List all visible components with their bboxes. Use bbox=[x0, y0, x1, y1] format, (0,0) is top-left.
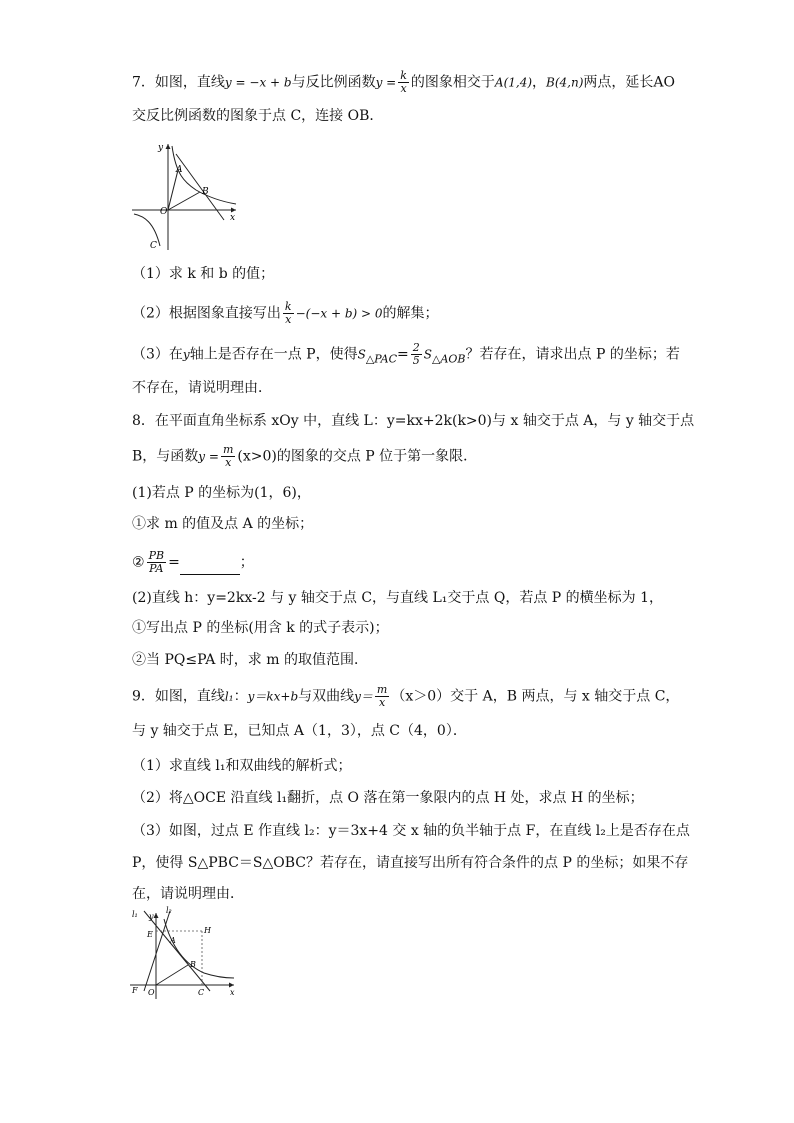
q7-area-aob: S bbox=[423, 347, 432, 362]
q7-sub2-expression: −(−x + b) > 0 bbox=[295, 306, 383, 321]
q9-label-e: E bbox=[147, 930, 153, 939]
q9-label-l2: l₂ bbox=[166, 906, 172, 915]
q7-area-pac: S bbox=[357, 347, 366, 362]
q7-point-b: B(4,n) bbox=[546, 75, 584, 90]
q9-label-o: O bbox=[148, 988, 155, 997]
q8-part1: (1)若点 P 的坐标为(1，6)， bbox=[132, 485, 311, 501]
q7-line1: 7．如图，直线y = −x + b与反比例函数y = $\frac{k}{x}$ 的图象相交于A(1,4)，B(4,n)两点，延长AO bbox=[132, 69, 675, 95]
q7-label-o: O bbox=[160, 207, 168, 217]
q9-label-x: x bbox=[230, 988, 235, 997]
q9-label-y: y bbox=[149, 912, 154, 921]
q9-line2: 与 y 轴交于点 E，已知点 A（1，3），点 C（4，0）． bbox=[132, 723, 467, 739]
q7-figure bbox=[132, 140, 240, 252]
q9-label-l1: l₁ bbox=[132, 910, 138, 919]
q7-text: 的图象相交于 bbox=[410, 74, 495, 91]
q9-sub1: （1）求直线 l₁和双曲线的解析式； bbox=[132, 758, 352, 774]
q7-line2: 交反比例函数的图象于点 C，连接 OB． bbox=[132, 108, 384, 124]
q7-sub2-text: （2）根据图象直接写出 bbox=[132, 305, 281, 322]
q8-part1-ii: ② $\frac{PB}{PA}$ = ； bbox=[132, 549, 254, 575]
q7-text: 与反比例函数 bbox=[291, 74, 376, 91]
q7-segment-ob bbox=[168, 192, 200, 210]
q7-point-a: A(1,4) bbox=[494, 75, 533, 90]
q9-sub2: （2）将△OCE 沿直线 l₁翻折，点 O 落在第一象限内的点 H 处，求点 H 的坐标； bbox=[132, 790, 644, 806]
q8-part2: (2)直线 h：y=2kx-2 与 y 轴交于点 C，与直线 L₁交于点 Q，若点 P 的横坐标为 1， bbox=[132, 590, 664, 606]
q7-text: 7．如图，直线 bbox=[132, 74, 225, 91]
q9-fraction: $\frac{m}{x}$ bbox=[376, 683, 388, 709]
q7-sub2-text: 的解集； bbox=[382, 305, 439, 322]
q9-line-l1 bbox=[144, 911, 210, 991]
q8-part2-ii: ②当 PQ≤PA 时，求 m 的取值范围． bbox=[132, 652, 368, 668]
q8-part1-i: ①求 m 的值及点 A 的坐标； bbox=[132, 516, 314, 532]
q9-label-h: H bbox=[204, 926, 211, 935]
q9-segment-ob bbox=[156, 965, 188, 985]
q8-line1: 8．在平面直角坐标系 xOy 中，直线 L：y=kx+2k(k>0)与 x 轴交于点 A，与 y 轴交于点 bbox=[132, 413, 695, 429]
q7-sub3-line2: 不存在，请说明理由． bbox=[132, 380, 272, 396]
q9-line-equation: y＝kx+b bbox=[247, 689, 299, 704]
q7-label-a: A bbox=[176, 165, 183, 175]
q7-segment-ao bbox=[168, 170, 178, 210]
q7-sub3-fraction: $\frac{2}{5}$ bbox=[412, 341, 420, 367]
q7-label-b: B bbox=[202, 187, 209, 197]
q7-sub3: （3）在y轴上是否存在一点 P，使得$S_{\triangle PAC}=$ $\frac{2}{5}$ $S_{\triangle AOB}$？若存在，请求出点 P 的坐标；若 bbox=[132, 341, 680, 367]
q8-answer-blank[interactable] bbox=[180, 560, 240, 575]
q9-line1: 9．如图，直线l₁：y＝kx+b与双曲线y＝ $\frac{m}{x}$ （x＞0）交于 A，B 两点，与 x 轴交于点 C， bbox=[132, 683, 680, 709]
q7-label-y: y bbox=[158, 143, 164, 153]
q9-sub3-line2: P，使得 S△PBC＝S△OBC？若存在，请直接写出所有符合条件的点 P 的坐标；如果不存 bbox=[132, 855, 689, 871]
q7-sub2-fraction: $\frac{k}{x}$ bbox=[284, 300, 292, 326]
q9-label-c: C bbox=[198, 988, 205, 997]
q7-fraction: $\frac{k}{x}$ bbox=[400, 69, 407, 95]
q8-fraction: $\frac{m}{x}$ bbox=[222, 443, 234, 469]
q7-text: 两点，延长AO bbox=[583, 74, 675, 91]
q9-figure bbox=[130, 905, 240, 1000]
q9-label-b: B bbox=[190, 960, 196, 969]
q7-eq-y: y = bbox=[375, 75, 397, 90]
q9-label-f: F bbox=[132, 986, 138, 995]
q7-label-x: x bbox=[230, 213, 236, 223]
q8-line2: B，与函数y = $\frac{m}{x}$ (x>0)的图象的交点 P 位于第一象限． bbox=[132, 443, 478, 469]
q8-part2-i: ①写出点 P 的坐标(用含 k 的式子表示)； bbox=[132, 620, 389, 636]
q7-sub2 bbox=[132, 301, 732, 326]
q7-sub1: （1）求 k 和 b 的值； bbox=[132, 266, 275, 282]
q7-line-equation: y = −x + b bbox=[224, 75, 292, 90]
q9-sub3-line1: （3）如图，过点 E 作直线 l₂：y＝3x+4 交 x 轴的负半轴于点 F，在直线 l₂上是否存在点 bbox=[132, 823, 690, 839]
q8-ratio-fraction: $\frac{PB}{PA}$ bbox=[148, 549, 165, 575]
q7-label-c: C bbox=[150, 241, 157, 251]
q9-label-a: A bbox=[170, 936, 176, 945]
q9-sub3-line3: 在，请说明理由． bbox=[132, 886, 244, 902]
